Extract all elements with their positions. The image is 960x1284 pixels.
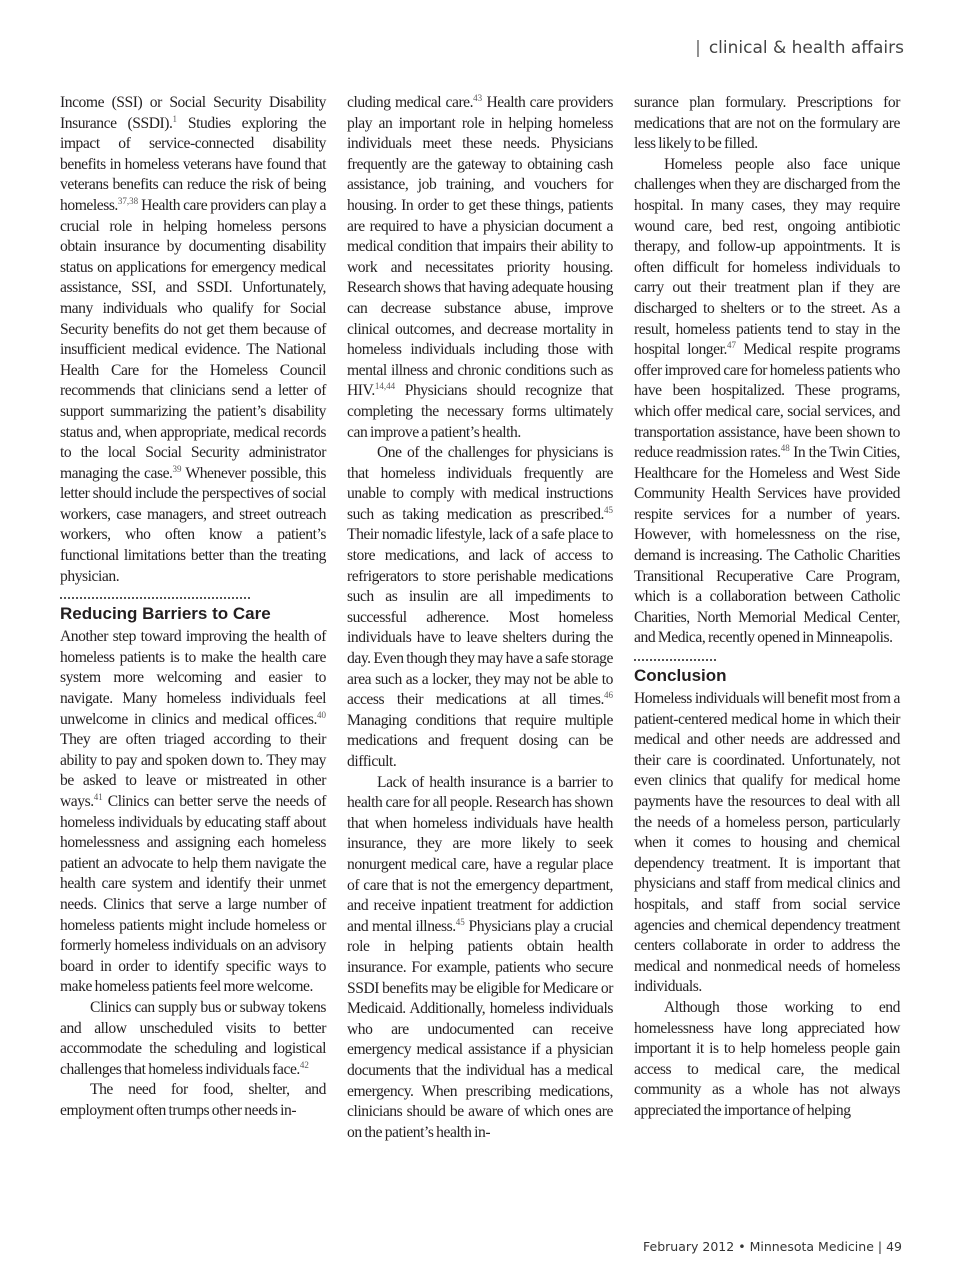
body-paragraph	[634, 155, 900, 649]
paragraph-text: The need for food, shelter, and employment often trumps other needs in-	[60, 1081, 326, 1119]
body-paragraph	[347, 773, 613, 1144]
paragraph-text: Health care providers play an important role in helping homeless individuals meet these needs. Physicians frequently are the gateway to obtaining cash assistance, job training, and vouchers for housing. In order to get these things, patients are required to have a physician document a medical condition that impairs their ability to work and necessitates priority housing. Research shows that having adequate housing can decrease substance abuse, improve clinical outcomes, and decrease mortality in homeless individuals including those with mental illness and chronic conditions such as HIV.	[347, 94, 613, 400]
paragraph-text: Medical respite programs offer improved care for homeless patients who have been hospitalized. These programs, which offer medical care, social services, and transportation assistance, have been shown to reduce readmission rates.	[634, 341, 900, 462]
citation-superscript: 46	[604, 690, 613, 701]
paragraph-text: Another step toward improving the health of homeless patients is to make the health care system more welcoming and easier to navigate. Many homeless individuals feel unwelcome in clinics and medical offices.	[60, 628, 326, 728]
footer-divider: |	[877, 1239, 883, 1254]
section-heading: Reducing Barriers to Care	[60, 604, 271, 624]
section-divider	[60, 597, 250, 599]
header-divider: |	[695, 38, 701, 58]
column-1	[60, 93, 326, 1122]
citation-superscript: 47	[726, 340, 736, 351]
citation-superscript: 45	[604, 504, 613, 515]
paragraph-text: They are often triaged according to their ability to pay and spoken down to. They may be asked to leave or mistreated in other ways.	[60, 731, 326, 810]
body-paragraph	[60, 998, 326, 1080]
citation-superscript: 37,38	[117, 195, 139, 206]
body-paragraph	[634, 998, 900, 1122]
paragraph-text: Their nomadic lifestyle, lack of a safe place to store medications, and lack of access to refrigerators to store perishable medications such as insulin are all impediments to successful adherence. Most homeless individuals have to leave shelters during the day. Even though they may have a safe storage area such as a locker, they may not be able to access their medications at all times.	[347, 526, 613, 709]
paragraph-text: Homeless people also face unique challenges when they are discharged from the hospital. In many cases, they may require wound care, bed rest, ongoing antibiotic therapy, and follow-up appointments. It is often difficult for homeless individuals to carry out their treatment plan if they are discharged to shelters or to the street. As a result, homeless patients tend to stay in the hospital longer.	[634, 155, 900, 359]
paragraph-text: Physicians should recognize that completing the necessary forms ultimately can improve a patient’s health.	[347, 382, 613, 441]
column-2	[347, 93, 613, 1143]
citation-superscript: 41	[93, 792, 103, 802]
citation-superscript: 48	[780, 443, 790, 454]
body-paragraph	[60, 627, 326, 998]
body-paragraph	[347, 93, 613, 443]
citation-superscript: 43	[473, 93, 483, 103]
paragraph-text: Although those working to end homelessness have long appreciated how important it is to help homeless people gain access to medical care, the medical community as a whole has not always appreciated the importance of helping	[634, 998, 900, 1119]
section-divider	[634, 659, 716, 661]
issue-date: February 2012	[643, 1239, 735, 1254]
paragraph-text: cluding medical care.	[347, 94, 474, 111]
paragraph-text: surance plan formulary. Prescriptions for medications that are not on the formulary are less likely to be filled.	[634, 94, 900, 153]
citation-superscript: 14,44	[374, 381, 396, 392]
section-label: clinical & health affairs	[708, 38, 904, 58]
body-paragraph	[347, 443, 613, 773]
body-paragraph	[60, 1080, 326, 1121]
paragraph-text: Studies exploring the impact of service-connected disability benefits in homeless veterans have found that veterans benefits can reduce the risk of being homeless.	[60, 114, 326, 214]
body-paragraph	[634, 93, 900, 155]
paragraph-text: Whenever possible, this letter should include the perspectives of social workers, case managers, and street outreach workers, who often know a patient’s functional limitations better than the treating physician.	[60, 464, 326, 585]
paragraph-text: Income (SSI) or Social Security Disability Insurance (SSDI).	[60, 94, 326, 132]
citation-superscript: 45	[455, 916, 465, 927]
citation-superscript: 1	[172, 113, 177, 124]
footer-bullet: •	[738, 1239, 746, 1254]
citation-superscript: 40	[317, 709, 326, 720]
citation-superscript: 42	[299, 1059, 309, 1070]
paragraph-text: One of the challenges for physicians is that homeless individuals frequently are unable to comply with medical instructions such as taking medication as prescribed.	[347, 444, 613, 523]
page-number: 49	[886, 1239, 902, 1254]
paragraph-text: In the Twin Cities, Healthcare for the Homeless and West Side Community Health Services have provided respite services for a number of years. However, with homelessness on the rise, demand is increasing. The Catholic Charities Transitional Recuperative Care Program, which is a collaboration between Catholic Charities, North Memorial Medical Center, and Medica, recently opened in Minneapolis.	[634, 444, 900, 647]
page-footer	[643, 1239, 902, 1254]
paragraph-text: Health care providers can play a crucial role in helping homeless persons obtain insurance by documenting disability status on applications for emergency medical assistance, SSI, and SSDI. Unfortunately, many individuals who qualify for Social Security benefits do not get them because of insufficient medical evidence. The National Health Care for the Homeless Council recommends that clinicians send a letter of support summarizing the patient’s disability status and, when appropriate, medical records to the local Social Security administrator managing the case.	[60, 196, 326, 482]
body-paragraph	[60, 93, 326, 587]
body-paragraph	[634, 689, 900, 998]
paragraph-text: Clinics can better serve the needs of homeless individuals by educating staff about homelessness and assigning each homeless patient an advocate to help them navigate the health care system and identify their unmet needs. Clinics that serve a large number of homeless patients might include homeless or formerly homeless individuals on an advisory board in order to identify specific ways to make homeless patients feel more welcome.	[60, 793, 326, 996]
section-heading: Conclusion	[634, 666, 727, 686]
citation-superscript: 39	[172, 463, 182, 474]
column-3	[634, 93, 900, 1122]
paragraph-text: Clinics can supply bus or subway tokens and allow unscheduled visits to better accommodate the scheduling and logistical challenges that homeless individuals face.	[60, 998, 326, 1078]
paragraph-text: Managing conditions that require multiple medications and frequent dosing can be difficult.	[347, 711, 613, 770]
running-header	[695, 38, 904, 58]
journal-name: Minnesota Medicine	[749, 1239, 874, 1254]
paragraph-text: Lack of health insurance is a barrier to health care for all people. Research has shown that when homeless individuals have health insurance, they are more likely to seek nonurgent medical care, have a regular place of care that is not the emergency department, and receive inpatient treatment for addiction and mental illness.	[347, 773, 613, 935]
paragraph-text: Physicians play a crucial role in helping patients obtain health insurance. For example, patients who secure SSDI benefits may be eligible for Medicare or Medicaid. Additionally, homeless individuals who are undocumented can receive emergency medical assistance if a physician documents that the individual has a medical emergency. When prescribing medications, clinicians should be aware of which ones are on the patient’s health in-	[347, 917, 613, 1141]
paragraph-text: Homeless individuals will benefit most from a patient-centered medical home in which their medical and other needs are addressed and their care is coordinated. Unfortunately, not even clinics that qualify for medical home payments have the resources to deal with all the needs of a homeless person, particularly when it comes to housing and chemical dependency treatment. It is important that physicians and staff from medical clinics and hospitals, and staff from social service agencies and chemical dependency treatment centers collaborate in order to address the medical and nonmedical needs of homeless individuals.	[634, 690, 900, 996]
